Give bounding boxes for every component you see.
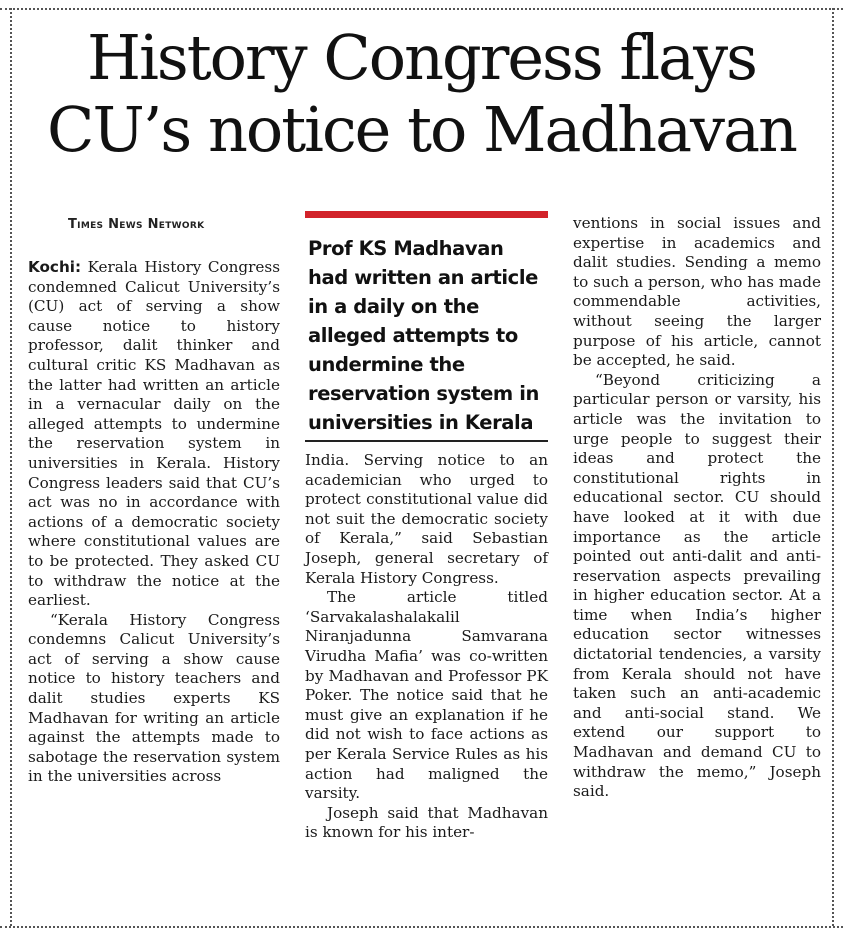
paragraph-text: Kerala History Congress condemned Calicut University’s (CU) act of serving a show cause notice to history professor, dalit thinker and cultural critic KS Madhavan as the latter had written an article in a vernacular daily on the alleged attempts to undermine the reservation system in universities in Kerala. History Congress leaders said that CU’s act was no in accordance with actions of a democratic society where constitutional values are to be protected. They asked CU to withdraw the notice at the earliest. <box>28 258 280 610</box>
clipping-border-top <box>0 8 843 10</box>
article-column-2 <box>305 451 548 843</box>
paragraph <box>28 258 280 611</box>
paragraph: “Beyond criticizing a particular person or varsity, his article was the invitation to urge people to suggest their ideas and protect the constitutional rights in educational sector. CU should have looked at it with due importance as the article pointed out anti-dalit and anti-reservation aspects prevailing in higher education sector. At a time when India’s higher education sector witnesses dictatorial tendencies, a varsity from Kerala should not have taken such an anti-academic and anti-social stand. We extend our support to Madhavan and demand CU to withdraw the memo,” Joseph said. <box>573 370 821 801</box>
pullquote-accent-bar <box>305 211 548 218</box>
headline-line-2: CU’s notice to Madhavan <box>47 93 796 166</box>
article-column-3 <box>573 214 821 802</box>
pullquote: Prof KS Madhavan had written an article in a daily on the alleged attempts to undermine the reservation system in universities in Kerala <box>308 237 539 434</box>
paragraph: The article titled ‘Sarvakalashalakalil Niranjadunna Samvarana Virudha Mafia’ was co-written by Madhavan and Professor PK Poker. The notice said that he must give an explanation if he did not wish to face actions as per Kerala Service Rules as his action had maligned the varsity. <box>305 588 548 803</box>
paragraph: ventions in social issues and expertise in academics and dalit studies. Sending a memo to such a person, who has made commendable activities, without seeing the larger purpose of his article, cannot be accepted, he said. <box>573 214 821 370</box>
article-column-1 <box>28 258 280 787</box>
headline-line-1: History Congress flays <box>87 21 756 94</box>
clipping-border-right <box>832 8 834 926</box>
clipping-border-bottom <box>0 926 843 928</box>
byline: Times News Network <box>68 217 205 232</box>
paragraph: India. Serving notice to an academician who urged to protect constitutional value did not suit the democratic society of Kerala,” said Sebastian Joseph, general secretary of Kerala History Congress. <box>305 451 548 587</box>
dateline: Kochi: <box>28 258 82 276</box>
paragraph: Joseph said that Madhavan is known for his inter- <box>305 803 548 842</box>
paragraph: “Kerala History Congress condemns Calicut University’s act of serving a show cause notice to history teachers and dalit studies experts KS Madhavan for writing an article against the attempts made to sabotage the reservation system in the universities across <box>28 610 280 786</box>
pullquote-divider <box>305 440 548 442</box>
clipping-border-left <box>10 8 12 926</box>
article-headline <box>20 22 823 166</box>
